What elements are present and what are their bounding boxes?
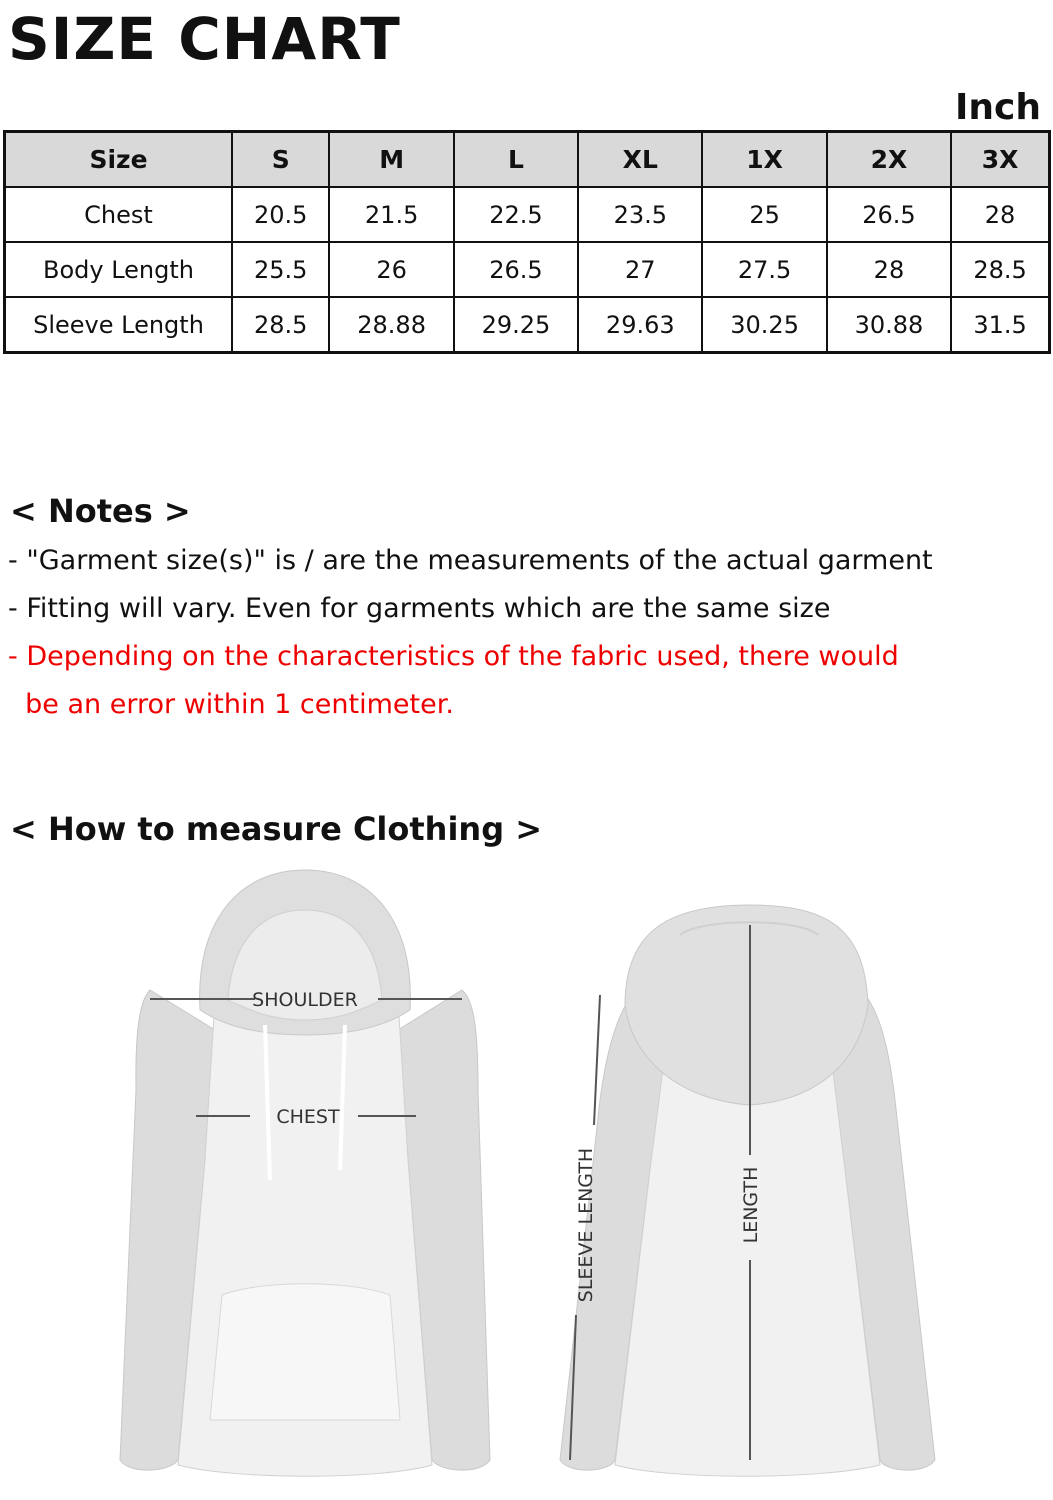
note-line: - Fitting will vary. Even for garments which are the same size: [8, 593, 831, 624]
header-cell: 1X: [702, 132, 826, 188]
header-cell: M: [329, 132, 453, 188]
table-cell: 26: [329, 242, 453, 297]
table-header-row: [5, 132, 1050, 188]
table-row: [5, 242, 1050, 297]
table-cell: 20.5: [232, 187, 329, 242]
row-label: Sleeve Length: [5, 297, 233, 353]
length-label: LENGTH: [740, 1166, 762, 1244]
table-cell: 23.5: [578, 187, 702, 242]
table-cell: 31.5: [951, 297, 1049, 353]
header-cell: S: [232, 132, 329, 188]
sleeve-length-label: SLEEVE LENGTH: [575, 1147, 597, 1303]
table-cell: 27: [578, 242, 702, 297]
header-cell: XL: [578, 132, 702, 188]
shoulder-label: SHOULDER: [252, 989, 358, 1011]
table-cell: 22.5: [454, 187, 578, 242]
table-cell: 30.88: [827, 297, 951, 353]
table-cell: 29.63: [578, 297, 702, 353]
front-hoodie-illustration: [120, 870, 490, 1476]
note-line-warning: be an error within 1 centimeter.: [8, 689, 454, 720]
header-cell: L: [454, 132, 578, 188]
table-row: [5, 297, 1050, 353]
table-cell: 21.5: [329, 187, 453, 242]
table-cell: 28.88: [329, 297, 453, 353]
table-cell: 28: [951, 187, 1049, 242]
table-cell: 27.5: [702, 242, 826, 297]
note-line-warning: - Depending on the characteristics of the fabric used, there would: [8, 641, 899, 672]
chest-label: CHEST: [276, 1106, 340, 1128]
header-cell: 3X: [951, 132, 1049, 188]
page-title: SIZE CHART: [8, 5, 401, 73]
table-cell: 30.25: [702, 297, 826, 353]
row-label: Body Length: [5, 242, 233, 297]
table-cell: 25: [702, 187, 826, 242]
note-line: - "Garment size(s)" is / are the measurements of the actual garment: [8, 545, 933, 576]
table-cell: 28.5: [951, 242, 1049, 297]
table-row: [5, 187, 1050, 242]
measure-heading: < How to measure Clothing >: [10, 810, 543, 848]
header-cell: Size: [5, 132, 233, 188]
table-cell: 29.25: [454, 297, 578, 353]
table-cell: 28: [827, 242, 951, 297]
table-cell: 26.5: [827, 187, 951, 242]
table-cell: 28.5: [232, 297, 329, 353]
measure-diagram: [0, 860, 1053, 1500]
unit-label: Inch: [955, 87, 1041, 128]
header-cell: 2X: [827, 132, 951, 188]
notes-heading: < Notes >: [10, 492, 191, 530]
size-table: [3, 130, 1051, 354]
table-cell: 26.5: [454, 242, 578, 297]
row-label: Chest: [5, 187, 233, 242]
table-cell: 25.5: [232, 242, 329, 297]
